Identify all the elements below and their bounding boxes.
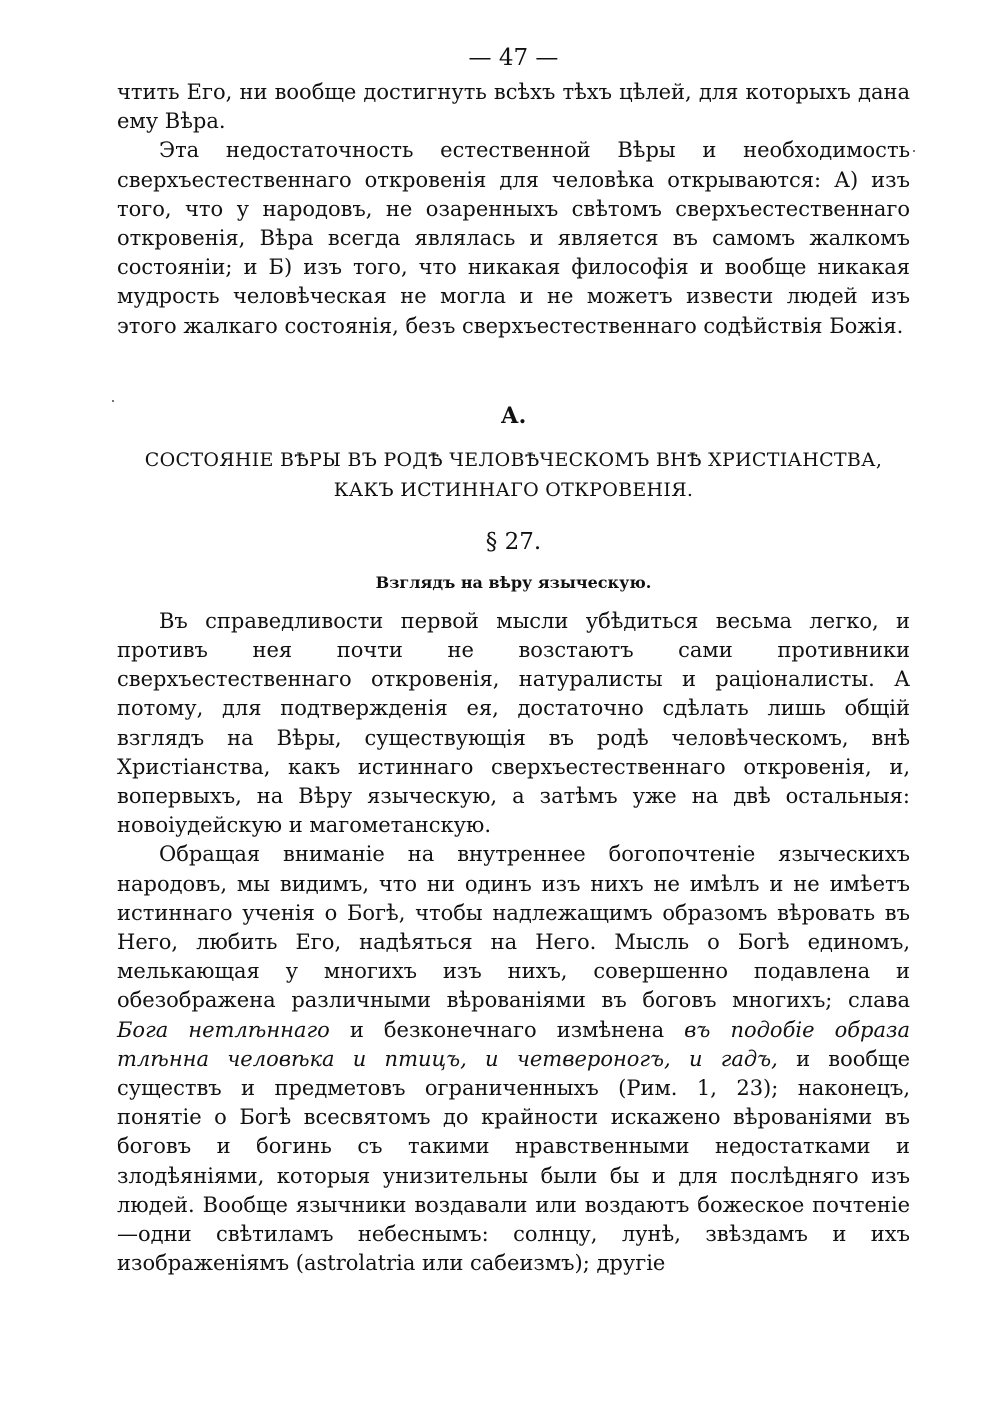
page-body bbox=[117, 44, 910, 1279]
italic-quote: Бога нетлѣннаго bbox=[117, 1017, 330, 1042]
paragraph-pagan-worship bbox=[117, 840, 910, 1278]
text-run: Обращая вниманіе на внутреннее богопочтеніе языческихъ народовъ, мы видимъ, что ни одинъ изъ нихъ не имѣлъ и не имѣетъ истиннаго ученія о Богѣ, чтобы надлежащимъ образомъ вѣровать въ Него, любить Его, надѣяться на Него. Мысль о Богѣ единомъ, мелькающая у многихъ изъ нихъ, совершенно подавлена и обезображена различными вѣрованіями въ боговъ многихъ; слава bbox=[117, 842, 910, 1013]
italic-quote: въ подобіе образа тлѣнна человѣка и птицъ, и четвероногъ, и гадъ, bbox=[117, 1017, 910, 1071]
section-letter: А. bbox=[500, 402, 527, 429]
section-title-line-1: СОСТОЯНІЕ ВѢРЫ ВЪ РОДѢ ЧЕЛОВѢЧЕСКОМЪ ВНѢ ХРИСТІАНСТВА, bbox=[144, 448, 883, 471]
paragraph-pagan-faith: Въ справедливости первой мысли убѣдиться весьма легко, и противъ нея почти не возстаютъ сами противники сверхъестественнаго откровенія, натуралисты и раціоналисты. А потому, для подтвержденія ея, достаточно сдѣлать лишь общій взглядъ на Вѣры, существующія въ родѣ человѣческомъ, внѣ Христіанства, какъ истиннаго сверхъестественнаго откровенія, и, вопервыхъ, на Вѣру языческую, а затѣмъ уже на двѣ остальныя: новоіудейскую и магометанскую. bbox=[117, 608, 910, 838]
section-title bbox=[117, 445, 910, 505]
section-title-line-2: КАКЪ ИСТИННАГО ОТКРОВЕНІЯ. bbox=[333, 478, 694, 501]
page-number: — 47 — bbox=[468, 45, 559, 71]
margin-dot bbox=[112, 400, 114, 402]
subheading: Взглядъ на вѣру языческую. bbox=[375, 572, 652, 592]
text-run: и безконечнаго измѣнена bbox=[349, 1017, 665, 1042]
text-run: и вообще существъ и предметовъ ограниченныхъ (Рим. 1, 23); наконецъ, понятіе о Богѣ всесвятомъ до крайности искажено вѣрованіями въ боговъ и богинь съ такими нравственными недостатками и злодѣяніями, которыя унизительны были бы и для послѣдняго изъ людей. Вообще язычники воздавали или воздаютъ божеское почтеніе—одни свѣтиламъ небеснымъ: солнцу, лунѣ, звѣздамъ и ихъ изображеніямъ (astrolatria или сабеизмъ); другіе bbox=[117, 1046, 910, 1276]
paragraph-continuation: чтить Его, ни вообще достигнуть всѣхъ тѣхъ цѣлей, для которыхъ дана ему Вѣра. bbox=[117, 80, 910, 134]
paragraph-number: § 27. bbox=[485, 528, 542, 555]
paragraph-insufficiency: Эта недостаточность естественной Вѣры и необходимость сверхъестественнаго откровенія для человѣка открываются: А) изъ того, что у народовъ, не озаренныхъ свѣтомъ сверхъестественнаго откровенія, Вѣра всегда являлась и является въ самомъ жалкомъ состояніи; и Б) изъ того, что никакая философія и вообще никакая мудрость человѣческая не могла и не можетъ извести людей изъ этого жалкаго состоянія, безъ сверхъестественнаго содѣйствія Божія. bbox=[117, 138, 910, 338]
margin-dot bbox=[913, 150, 915, 152]
